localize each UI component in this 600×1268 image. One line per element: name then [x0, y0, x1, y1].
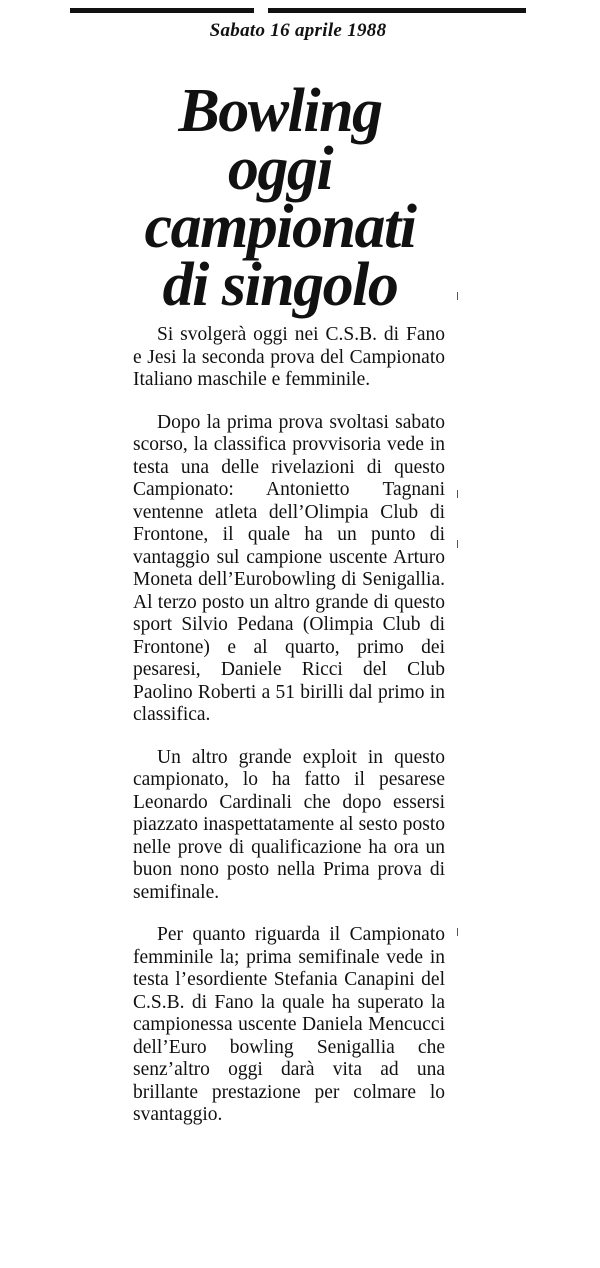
article-paragraph-1: Si svolgerà oggi nei C.S.B. di Fano e Jesi la seconda prova del Campionato Italiano maschile e femminile. — [133, 324, 445, 390]
margin-tick — [457, 292, 458, 300]
margin-tick — [457, 540, 458, 548]
headline-line-4: di singolo — [162, 251, 398, 319]
top-rule — [70, 8, 526, 13]
headline-line-1: Bowling — [178, 77, 382, 145]
headline-line-2: oggi — [227, 135, 333, 203]
margin-tick — [457, 490, 458, 498]
article-paragraph-3: Un altro grande exploit in questo campionato, lo ha fatto il pesarese Leonardo Cardinali che dopo essersi piazzato inaspettatamente al sesto posto nelle prove di qualificazione ha ora un buon nono posto nella Prima prova di semifinale. — [133, 746, 445, 903]
page-date: Sabato 16 aprile 1988 — [209, 20, 387, 41]
top-rule-gap — [254, 6, 268, 15]
article-headline — [110, 77, 450, 319]
article-body — [133, 324, 445, 1147]
article-paragraph-4: Per quanto riguarda il Campionato femminile la; prima semifinale vede in testa l’esordiente Stefania Canapini del C.S.B. di Fano la quale ha superato la campionessa uscente Daniela Mencucci dell’Euro bowling Senigallia che senz’altro oggi darà vita ad una brillante prestazione per colmare lo svantaggio. — [133, 924, 445, 1125]
article-paragraph-2: Dopo la prima prova svoltasi sabato scorso, la classifica provvisoria vede in testa una delle rivelazioni di questo Campionato: Antonietto Tagnani ventenne atleta dell’Olimpia Club di Frontone, il quale ha un punto di vantaggio sul campione uscente Arturo Moneta dell’Eurobowling di Senigallia. Al terzo posto un altro grande di questo sport Silvio Pedana (Olimpia Club di Frontone) e al quarto, primo dei pesaresi, Daniele Ricci del Club Paolino Roberti a 51 birilli dal primo in classifica. — [133, 411, 445, 725]
margin-tick — [457, 928, 458, 936]
headline-line-3: campionati — [144, 193, 416, 261]
